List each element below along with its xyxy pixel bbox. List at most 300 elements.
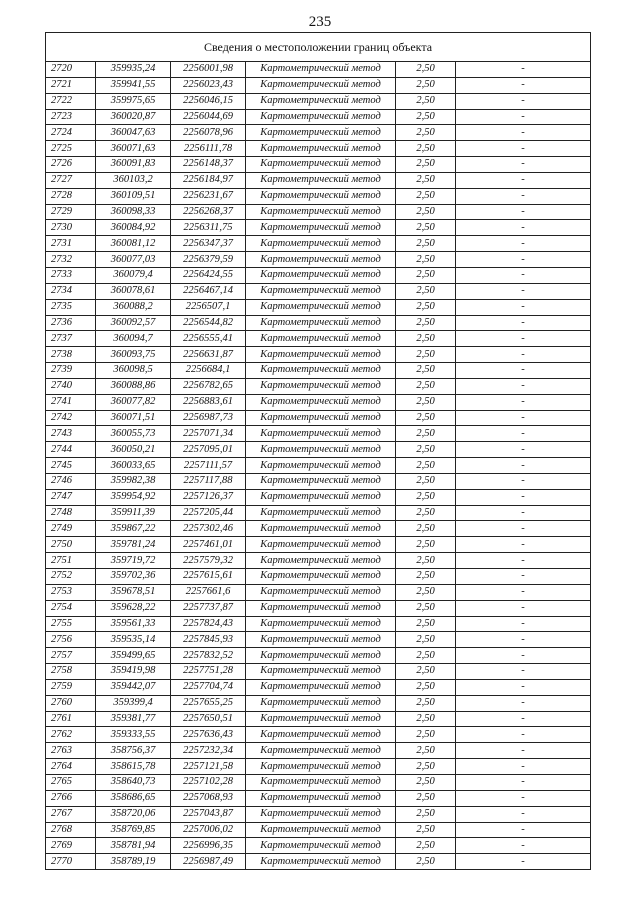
- table-row: [46, 838, 591, 854]
- cell-coordinate-y: 2257232,34: [171, 743, 246, 759]
- cell-coordinate-y: 2257205,44: [171, 505, 246, 521]
- cell-method: Картометрический метод: [246, 632, 396, 648]
- cell-point-number: 2732: [46, 252, 96, 268]
- cell-accuracy: 2,50: [396, 489, 456, 505]
- cell-point-number: 2734: [46, 283, 96, 299]
- cell-coordinate-x: 360071,51: [96, 410, 171, 426]
- cell-method: Картометрический метод: [246, 505, 396, 521]
- cell-point-number: 2744: [46, 442, 96, 458]
- cell-coordinate-y: 2256347,37: [171, 236, 246, 252]
- cell-note: -: [456, 727, 591, 743]
- cell-coordinate-x: 360081,12: [96, 236, 171, 252]
- cell-coordinate-y: 2256631,87: [171, 347, 246, 363]
- cell-coordinate-y: 2256111,78: [171, 141, 246, 157]
- cell-point-number: 2721: [46, 77, 96, 93]
- cell-coordinate-x: 359911,39: [96, 505, 171, 521]
- cell-coordinate-y: 2256023,43: [171, 77, 246, 93]
- cell-accuracy: 2,50: [396, 252, 456, 268]
- table-row: [46, 157, 591, 173]
- cell-method: Картометрический метод: [246, 489, 396, 505]
- cell-coordinate-x: 359442,07: [96, 679, 171, 695]
- cell-coordinate-x: 360084,92: [96, 220, 171, 236]
- cell-note: -: [456, 252, 591, 268]
- cell-note: -: [456, 77, 591, 93]
- cell-method: Картометрический метод: [246, 822, 396, 838]
- table-row: [46, 172, 591, 188]
- boundary-coordinates-table: [45, 32, 591, 870]
- cell-method: Картометрический метод: [246, 172, 396, 188]
- cell-note: -: [456, 489, 591, 505]
- cell-point-number: 2760: [46, 695, 96, 711]
- cell-coordinate-y: 2256987,73: [171, 410, 246, 426]
- table-row: [46, 806, 591, 822]
- cell-coordinate-y: 2257111,57: [171, 458, 246, 474]
- cell-coordinate-x: 359399,4: [96, 695, 171, 711]
- cell-method: Картометрический метод: [246, 204, 396, 220]
- table-row: [46, 267, 591, 283]
- cell-accuracy: 2,50: [396, 553, 456, 569]
- table-row: [46, 822, 591, 838]
- cell-note: -: [456, 521, 591, 537]
- cell-coordinate-x: 360088,2: [96, 299, 171, 315]
- cell-accuracy: 2,50: [396, 331, 456, 347]
- cell-coordinate-y: 2257824,43: [171, 616, 246, 632]
- cell-point-number: 2727: [46, 172, 96, 188]
- cell-accuracy: 2,50: [396, 679, 456, 695]
- table-row: [46, 790, 591, 806]
- cell-point-number: 2745: [46, 458, 96, 474]
- cell-accuracy: 2,50: [396, 711, 456, 727]
- cell-accuracy: 2,50: [396, 632, 456, 648]
- cell-coordinate-y: 2256148,37: [171, 157, 246, 173]
- cell-point-number: 2767: [46, 806, 96, 822]
- cell-point-number: 2766: [46, 790, 96, 806]
- cell-coordinate-y: 2257661,6: [171, 584, 246, 600]
- cell-point-number: 2762: [46, 727, 96, 743]
- cell-point-number: 2733: [46, 267, 96, 283]
- cell-coordinate-y: 2257102,28: [171, 774, 246, 790]
- cell-accuracy: 2,50: [396, 125, 456, 141]
- cell-method: Картометрический метод: [246, 157, 396, 173]
- cell-note: -: [456, 204, 591, 220]
- cell-accuracy: 2,50: [396, 790, 456, 806]
- cell-coordinate-x: 358781,94: [96, 838, 171, 854]
- cell-note: -: [456, 378, 591, 394]
- table-row: [46, 569, 591, 585]
- table-row: [46, 553, 591, 569]
- cell-coordinate-x: 359561,33: [96, 616, 171, 632]
- cell-method: Картометрический метод: [246, 426, 396, 442]
- cell-coordinate-x: 360055,73: [96, 426, 171, 442]
- cell-point-number: 2735: [46, 299, 96, 315]
- table-row: [46, 727, 591, 743]
- cell-coordinate-y: 2256544,82: [171, 315, 246, 331]
- cell-coordinate-x: 360077,82: [96, 394, 171, 410]
- cell-accuracy: 2,50: [396, 157, 456, 173]
- cell-point-number: 2724: [46, 125, 96, 141]
- cell-method: Картометрический метод: [246, 838, 396, 854]
- cell-accuracy: 2,50: [396, 759, 456, 775]
- cell-note: -: [456, 363, 591, 379]
- cell-coordinate-y: 2256883,61: [171, 394, 246, 410]
- cell-method: Картометрический метод: [246, 141, 396, 157]
- cell-method: Картометрический метод: [246, 759, 396, 775]
- cell-coordinate-y: 2256379,59: [171, 252, 246, 268]
- cell-method: Картометрический метод: [246, 743, 396, 759]
- cell-method: Картометрический метод: [246, 711, 396, 727]
- cell-coordinate-y: 2256555,41: [171, 331, 246, 347]
- table-row: [46, 125, 591, 141]
- table-row: [46, 759, 591, 775]
- cell-method: Картометрический метод: [246, 252, 396, 268]
- cell-coordinate-x: 359941,55: [96, 77, 171, 93]
- table-title: Сведения о местоположении границ объекта: [46, 33, 591, 62]
- cell-accuracy: 2,50: [396, 141, 456, 157]
- cell-method: Картометрический метод: [246, 410, 396, 426]
- cell-accuracy: 2,50: [396, 727, 456, 743]
- cell-point-number: 2770: [46, 854, 96, 870]
- cell-accuracy: 2,50: [396, 584, 456, 600]
- cell-point-number: 2743: [46, 426, 96, 442]
- table-row: [46, 442, 591, 458]
- cell-method: Картометрический метод: [246, 188, 396, 204]
- cell-coordinate-y: 2256684,1: [171, 363, 246, 379]
- cell-note: -: [456, 616, 591, 632]
- cell-coordinate-x: 360094,7: [96, 331, 171, 347]
- cell-coordinate-x: 358686,65: [96, 790, 171, 806]
- cell-method: Картометрический метод: [246, 299, 396, 315]
- cell-accuracy: 2,50: [396, 363, 456, 379]
- cell-method: Картометрический метод: [246, 315, 396, 331]
- cell-coordinate-x: 360077,03: [96, 252, 171, 268]
- cell-point-number: 2728: [46, 188, 96, 204]
- cell-coordinate-x: 359719,72: [96, 553, 171, 569]
- table-row: [46, 473, 591, 489]
- cell-coordinate-x: 359333,55: [96, 727, 171, 743]
- cell-accuracy: 2,50: [396, 172, 456, 188]
- cell-method: Картометрический метод: [246, 553, 396, 569]
- cell-note: -: [456, 394, 591, 410]
- cell-point-number: 2765: [46, 774, 96, 790]
- cell-method: Картометрический метод: [246, 521, 396, 537]
- cell-accuracy: 2,50: [396, 93, 456, 109]
- cell-coordinate-y: 2257126,37: [171, 489, 246, 505]
- cell-accuracy: 2,50: [396, 394, 456, 410]
- cell-point-number: 2736: [46, 315, 96, 331]
- cell-coordinate-x: 360091,83: [96, 157, 171, 173]
- cell-point-number: 2730: [46, 220, 96, 236]
- cell-coordinate-x: 358756,37: [96, 743, 171, 759]
- table-row: [46, 584, 591, 600]
- table-title-row: [46, 33, 591, 62]
- cell-point-number: 2758: [46, 664, 96, 680]
- cell-note: -: [456, 157, 591, 173]
- cell-coordinate-y: 2256078,96: [171, 125, 246, 141]
- cell-point-number: 2737: [46, 331, 96, 347]
- table-row: [46, 315, 591, 331]
- cell-note: -: [456, 236, 591, 252]
- cell-accuracy: 2,50: [396, 378, 456, 394]
- table-row: [46, 188, 591, 204]
- cell-accuracy: 2,50: [396, 695, 456, 711]
- cell-note: -: [456, 759, 591, 775]
- cell-coordinate-y: 2256044,69: [171, 109, 246, 125]
- cell-point-number: 2757: [46, 648, 96, 664]
- cell-method: Картометрический метод: [246, 473, 396, 489]
- cell-accuracy: 2,50: [396, 267, 456, 283]
- cell-coordinate-y: 2256424,55: [171, 267, 246, 283]
- cell-note: -: [456, 93, 591, 109]
- cell-method: Картометрический метод: [246, 394, 396, 410]
- cell-coordinate-x: 359982,38: [96, 473, 171, 489]
- cell-coordinate-y: 2257302,46: [171, 521, 246, 537]
- cell-note: -: [456, 458, 591, 474]
- cell-point-number: 2752: [46, 569, 96, 585]
- cell-coordinate-x: 360092,57: [96, 315, 171, 331]
- cell-coordinate-x: 360098,33: [96, 204, 171, 220]
- cell-coordinate-x: 358615,78: [96, 759, 171, 775]
- cell-method: Картометрический метод: [246, 774, 396, 790]
- cell-note: -: [456, 854, 591, 870]
- cell-coordinate-y: 2257461,01: [171, 537, 246, 553]
- cell-point-number: 2748: [46, 505, 96, 521]
- cell-point-number: 2741: [46, 394, 96, 410]
- cell-coordinate-y: 2257704,74: [171, 679, 246, 695]
- cell-coordinate-x: 359867,22: [96, 521, 171, 537]
- table-row: [46, 62, 591, 78]
- cell-note: -: [456, 141, 591, 157]
- cell-method: Картометрический метод: [246, 569, 396, 585]
- cell-accuracy: 2,50: [396, 220, 456, 236]
- cell-accuracy: 2,50: [396, 442, 456, 458]
- table-row: [46, 410, 591, 426]
- cell-note: -: [456, 283, 591, 299]
- table-row: [46, 711, 591, 727]
- cell-coordinate-y: 2257121,58: [171, 759, 246, 775]
- cell-note: -: [456, 473, 591, 489]
- cell-accuracy: 2,50: [396, 806, 456, 822]
- cell-method: Картометрический метод: [246, 220, 396, 236]
- table-row: [46, 109, 591, 125]
- cell-point-number: 2722: [46, 93, 96, 109]
- cell-accuracy: 2,50: [396, 600, 456, 616]
- cell-note: -: [456, 553, 591, 569]
- cell-coordinate-y: 2257751,28: [171, 664, 246, 680]
- cell-accuracy: 2,50: [396, 505, 456, 521]
- cell-coordinate-x: 360047,63: [96, 125, 171, 141]
- table-row: [46, 743, 591, 759]
- cell-method: Картометрический метод: [246, 283, 396, 299]
- cell-note: -: [456, 806, 591, 822]
- cell-method: Картометрический метод: [246, 267, 396, 283]
- table-row: [46, 331, 591, 347]
- table-row: [46, 521, 591, 537]
- cell-method: Картометрический метод: [246, 125, 396, 141]
- table-row: [46, 347, 591, 363]
- cell-point-number: 2742: [46, 410, 96, 426]
- cell-coordinate-y: 2257043,87: [171, 806, 246, 822]
- cell-method: Картометрический метод: [246, 679, 396, 695]
- page-number: 235: [308, 14, 332, 30]
- cell-method: Картометрический метод: [246, 584, 396, 600]
- cell-note: -: [456, 838, 591, 854]
- cell-point-number: 2751: [46, 553, 96, 569]
- cell-coordinate-y: 2257071,34: [171, 426, 246, 442]
- table-row: [46, 600, 591, 616]
- cell-coordinate-y: 2256507,1: [171, 299, 246, 315]
- cell-note: -: [456, 648, 591, 664]
- cell-accuracy: 2,50: [396, 426, 456, 442]
- cell-point-number: 2731: [46, 236, 96, 252]
- cell-method: Картометрический метод: [246, 648, 396, 664]
- cell-coordinate-y: 2257636,43: [171, 727, 246, 743]
- cell-point-number: 2747: [46, 489, 96, 505]
- cell-coordinate-x: 360109,51: [96, 188, 171, 204]
- table-row: [46, 283, 591, 299]
- cell-point-number: 2746: [46, 473, 96, 489]
- cell-point-number: 2720: [46, 62, 96, 78]
- cell-accuracy: 2,50: [396, 204, 456, 220]
- cell-coordinate-x: 360078,61: [96, 283, 171, 299]
- table-row: [46, 220, 591, 236]
- table-row: [46, 616, 591, 632]
- cell-method: Картометрический метод: [246, 727, 396, 743]
- cell-coordinate-y: 2257579,32: [171, 553, 246, 569]
- cell-accuracy: 2,50: [396, 77, 456, 93]
- cell-note: -: [456, 426, 591, 442]
- table-row: [46, 679, 591, 695]
- cell-coordinate-x: 359935,24: [96, 62, 171, 78]
- cell-coordinate-x: 359702,36: [96, 569, 171, 585]
- cell-coordinate-y: 2257655,25: [171, 695, 246, 711]
- cell-accuracy: 2,50: [396, 299, 456, 315]
- cell-note: -: [456, 62, 591, 78]
- cell-note: -: [456, 537, 591, 553]
- cell-note: -: [456, 442, 591, 458]
- cell-accuracy: 2,50: [396, 458, 456, 474]
- cell-method: Картометрический метод: [246, 236, 396, 252]
- cell-point-number: 2759: [46, 679, 96, 695]
- cell-method: Картометрический метод: [246, 664, 396, 680]
- table-row: [46, 363, 591, 379]
- cell-coordinate-x: 359535,14: [96, 632, 171, 648]
- cell-note: -: [456, 347, 591, 363]
- cell-note: -: [456, 743, 591, 759]
- cell-coordinate-x: 358769,85: [96, 822, 171, 838]
- table-row: [46, 632, 591, 648]
- cell-note: -: [456, 584, 591, 600]
- cell-coordinate-x: 359419,98: [96, 664, 171, 680]
- cell-accuracy: 2,50: [396, 537, 456, 553]
- cell-note: -: [456, 172, 591, 188]
- cell-accuracy: 2,50: [396, 315, 456, 331]
- cell-coordinate-x: 360093,75: [96, 347, 171, 363]
- cell-coordinate-y: 2256001,98: [171, 62, 246, 78]
- cell-coordinate-x: 359975,65: [96, 93, 171, 109]
- cell-accuracy: 2,50: [396, 838, 456, 854]
- cell-point-number: 2738: [46, 347, 96, 363]
- cell-point-number: 2754: [46, 600, 96, 616]
- cell-coordinate-y: 2257845,93: [171, 632, 246, 648]
- table-row: [46, 299, 591, 315]
- cell-coordinate-y: 2256996,35: [171, 838, 246, 854]
- cell-coordinate-x: 359499,65: [96, 648, 171, 664]
- cell-coordinate-y: 2257737,87: [171, 600, 246, 616]
- table-row: [46, 648, 591, 664]
- cell-accuracy: 2,50: [396, 521, 456, 537]
- cell-coordinate-x: 360020,87: [96, 109, 171, 125]
- cell-coordinate-y: 2257117,88: [171, 473, 246, 489]
- cell-point-number: 2723: [46, 109, 96, 125]
- cell-note: -: [456, 188, 591, 204]
- cell-accuracy: 2,50: [396, 283, 456, 299]
- cell-coordinate-y: 2257068,93: [171, 790, 246, 806]
- cell-point-number: 2740: [46, 378, 96, 394]
- cell-coordinate-y: 2256987,49: [171, 854, 246, 870]
- cell-note: -: [456, 410, 591, 426]
- cell-note: -: [456, 109, 591, 125]
- cell-point-number: 2756: [46, 632, 96, 648]
- table-row: [46, 141, 591, 157]
- cell-accuracy: 2,50: [396, 743, 456, 759]
- cell-coordinate-x: 360103,2: [96, 172, 171, 188]
- cell-method: Картометрический метод: [246, 93, 396, 109]
- cell-coordinate-y: 2256467,14: [171, 283, 246, 299]
- cell-method: Картометрический метод: [246, 77, 396, 93]
- cell-method: Картометрический метод: [246, 695, 396, 711]
- cell-accuracy: 2,50: [396, 822, 456, 838]
- cell-method: Картометрический метод: [246, 537, 396, 553]
- table-row: [46, 378, 591, 394]
- table-row: [46, 774, 591, 790]
- cell-note: -: [456, 125, 591, 141]
- cell-method: Картометрический метод: [246, 790, 396, 806]
- table-row: [46, 505, 591, 521]
- cell-point-number: 2749: [46, 521, 96, 537]
- table-row: [46, 854, 591, 870]
- table-row: [46, 77, 591, 93]
- cell-method: Картометрический метод: [246, 458, 396, 474]
- cell-accuracy: 2,50: [396, 109, 456, 125]
- cell-note: -: [456, 711, 591, 727]
- table-row: [46, 426, 591, 442]
- table-row: [46, 93, 591, 109]
- cell-method: Картометрический метод: [246, 331, 396, 347]
- cell-point-number: 2725: [46, 141, 96, 157]
- cell-method: Картометрический метод: [246, 616, 396, 632]
- cell-point-number: 2763: [46, 743, 96, 759]
- cell-method: Картометрический метод: [246, 378, 396, 394]
- table-row: [46, 204, 591, 220]
- table-row: [46, 664, 591, 680]
- cell-coordinate-y: 2257832,52: [171, 648, 246, 664]
- cell-coordinate-x: 360079,4: [96, 267, 171, 283]
- cell-coordinate-y: 2257650,51: [171, 711, 246, 727]
- cell-point-number: 2768: [46, 822, 96, 838]
- cell-note: -: [456, 331, 591, 347]
- cell-accuracy: 2,50: [396, 854, 456, 870]
- cell-coordinate-y: 2256231,67: [171, 188, 246, 204]
- cell-coordinate-y: 2257095,01: [171, 442, 246, 458]
- cell-note: -: [456, 679, 591, 695]
- cell-method: Картометрический метод: [246, 806, 396, 822]
- table-row: [46, 394, 591, 410]
- cell-coordinate-x: 359781,24: [96, 537, 171, 553]
- cell-method: Картометрический метод: [246, 363, 396, 379]
- cell-method: Картометрический метод: [246, 109, 396, 125]
- cell-point-number: 2753: [46, 584, 96, 600]
- cell-note: -: [456, 790, 591, 806]
